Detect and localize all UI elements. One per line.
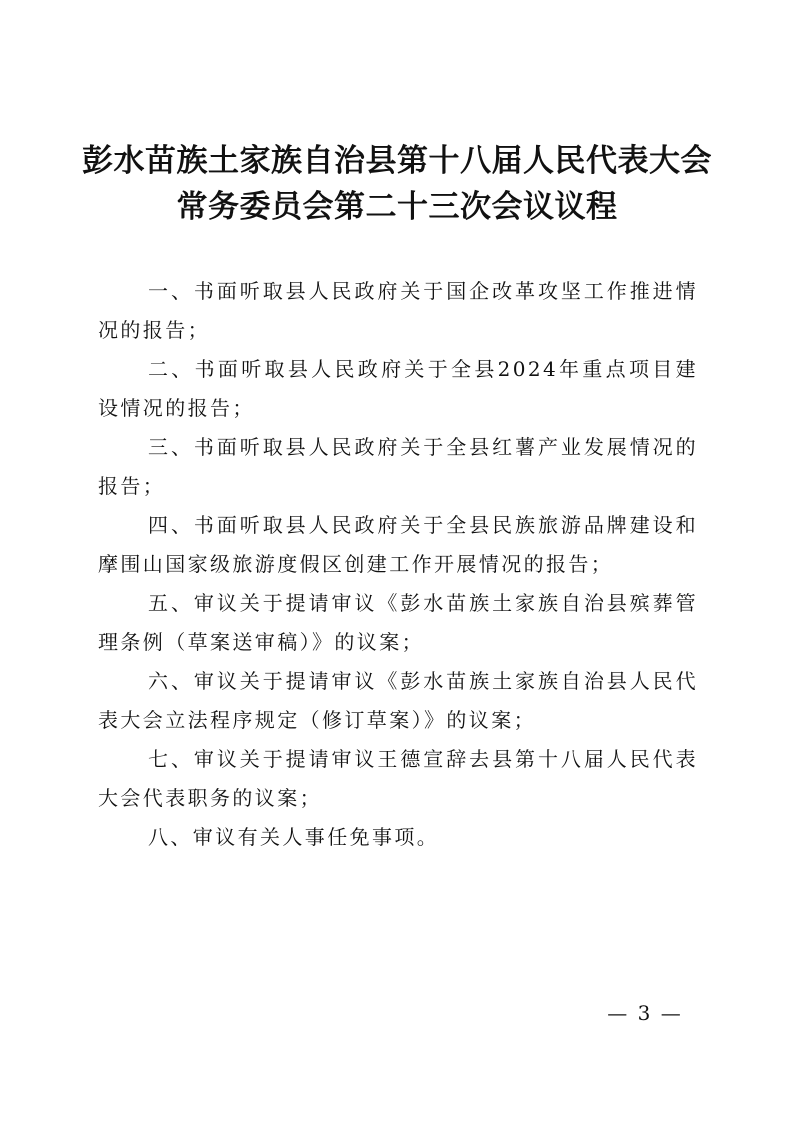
agenda-item-4: 四、书面听取县人民政府关于全县民族旅游品牌建设和摩围山国家级旅游度假区创建工作开展情况的报告； [98, 513, 698, 576]
agenda-item-8: 八、审议有关人事任免事项。 [148, 825, 440, 849]
agenda-item-7: 七、审议关于提请审议王德宣辞去县第十八届人民代表大会代表职务的议案； [98, 747, 698, 810]
title-line-1: 彭水苗族土家族自治县第十八届人民代表大会 [82, 143, 712, 179]
agenda-item-2: 二、书面听取县人民政府关于全县2024年重点项目建设情况的报告； [98, 357, 698, 420]
agenda-list [98, 272, 698, 857]
agenda-item-5: 五、审议关于提请审议《彭水苗族土家族自治县殡葬管理条例（草案送审稿）》的议案； [98, 591, 698, 654]
document-title [0, 138, 794, 230]
agenda-item-3: 三、书面听取县人民政府关于全县红薯产业发展情况的报告； [98, 435, 698, 498]
agenda-item-1: 一、书面听取县人民政府关于国企改革攻坚工作推进情况的报告； [98, 279, 698, 342]
agenda-item-6: 六、审议关于提请审议《彭水苗族土家族自治县人民代表大会立法程序规定（修订草案）》的议案； [98, 669, 698, 732]
title-line-2: 常务委员会第二十三次会议议程 [176, 189, 618, 225]
page-number: — 3 — [607, 1001, 683, 1025]
